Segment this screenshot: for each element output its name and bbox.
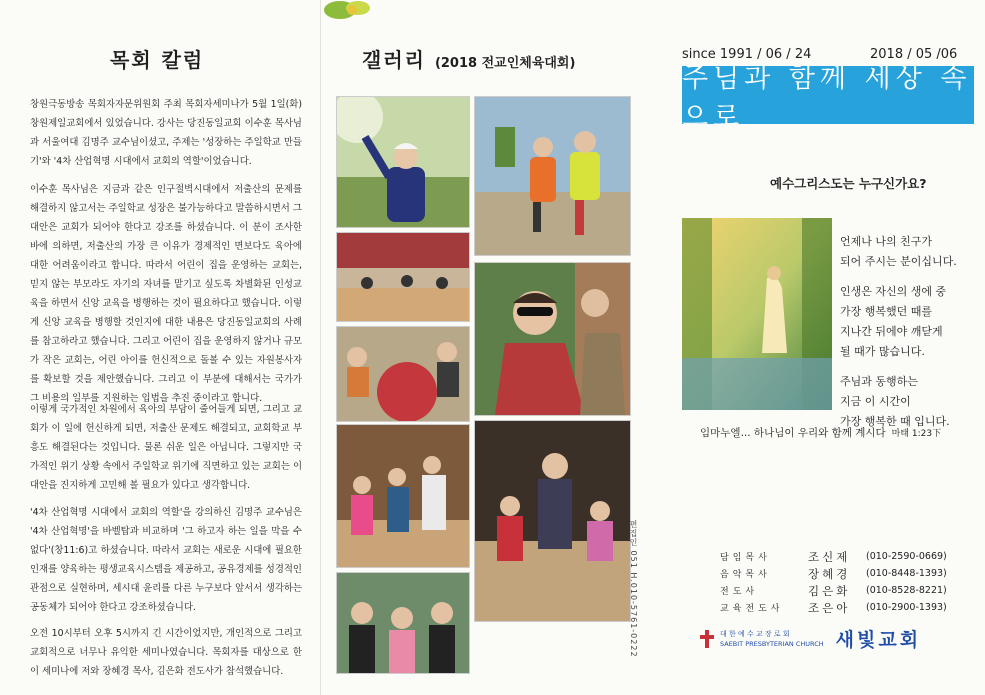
- staff-phone: (010-2590-0669): [866, 551, 947, 562]
- staff-role: 음악목사: [720, 570, 771, 580]
- verse-text: 임마누엘... 하나님이 우리와 함께 계시다: [700, 427, 886, 439]
- editor-note: 편집인 051 H.010-5761-0222: [629, 520, 638, 658]
- church-denomination: [720, 629, 824, 649]
- quote-line: 지금 이 시간이: [840, 395, 911, 408]
- quote-text: [840, 232, 980, 432]
- church-name: 새빛교회: [835, 629, 922, 651]
- jesus-painting: [682, 218, 832, 410]
- ball-photo: [336, 326, 470, 422]
- since-date: since 1991 / 06 / 24: [682, 47, 812, 62]
- gym-photo: [336, 232, 470, 322]
- staff-name: 김은화: [808, 583, 851, 598]
- staff-phone: (010-8528-8221): [866, 585, 947, 596]
- staff-row: [720, 548, 980, 565]
- gallery-title: [362, 44, 575, 73]
- denomination-en: SAEBIT PRESBYTERIAN CHURCH: [720, 639, 824, 648]
- quote-line: [840, 362, 980, 372]
- cross-icon: [700, 630, 714, 648]
- cheer-photo: [336, 96, 470, 228]
- staff-row: [720, 582, 980, 599]
- quote-line: 언제나 나의 친구가: [840, 235, 933, 248]
- quote-line: 될 때가 많습니다.: [840, 345, 925, 358]
- sunglasses-photo: [474, 262, 631, 416]
- quote-line: 되어 주시는 분이십니다.: [840, 255, 957, 268]
- staff-row: [720, 565, 980, 582]
- gallery-subtitle: (2018 전교인체육대회): [434, 56, 576, 71]
- column-paragraph-1: 창원극동방송 목회자자문위원회 주최 목회자세미나가 5월 1일(화) 창원제일교회에서 있었습니다. 강사는 당진동일교회 이수훈 목사님과 서울여대 김명주 교수님이셨고, 주제는 '성장하는 주일학교 만들기'와 '4차 산업혁명 시대에서 교회의 역할'이었습니다.: [30, 99, 302, 167]
- staff-role: 담임목사: [720, 553, 771, 563]
- denomination-ko: 대 한 예 수 교 장 로 회: [720, 629, 790, 638]
- bulletin-sidebar: [660, 0, 985, 695]
- column-paragraph-3: 이렇게 국가적인 차원에서 육아의 부담이 줄어들게 되면, 그리고 교회가 이 일에 헌신하게 되면, 저출산 문제도 해결되고, 교회학교 부흥도 해결된다는 것입니다. 물론 쉬운 일은 아닙니다. 그렇지만 국가적인 위기 상황 속에서 주일학교 위기에 직면하고 있는 교회는 이 대안을 진지하게 고민해 볼 필요가 있다고 생각합니다.: [30, 404, 302, 491]
- quote-line: 주님과 동행하는: [840, 375, 918, 388]
- children-photo: [474, 420, 631, 622]
- staff-name: 장혜경: [808, 566, 851, 581]
- staff-role: 전도사: [720, 587, 759, 597]
- column-paragraph-5: 오전 10시부터 오후 5시까지 긴 시간이었지만, 개인적으로 그리고 교회적으로 너무나 유익한 세미나였습니다. 목회자를 대상으로 한 이 세미나에 저와 장혜경 목사, 김은화 전도사가 참석했습니다.: [30, 628, 302, 677]
- column-paragraph-2: 이수훈 목사님은 지금과 같은 인구절벽시대에서 저출산의 문제를 해결하지 않고서는 주일학교 성장은 불가능하다고 말씀하시면서 그 대안은 교회가 되어야 한다고 강조를 하셨습니다. 이 분이 조사한 바에 의하면, 저출산의 가장 큰 이유가 경제적인 면보다도 육아에 대한 어려움이라고 합니다. 따라서 어린이 집을 운영하는 교회는, 믿지 않는 부모라도 자기의 자녀를 맡기고 싶도록 차별화된 인성교육을 하면서 신앙 교육을 병행하는 것이 필요하다고 했습니다. 이렇게 신앙 교육을 병행할 것인지에 대한 내용은 당진동일교회의 사례를 참고하라고 했습니다. 그리고 어린이 집을 운영하지 않거나 규모가 작은 교회는, 어린 아이를 헌신적으로 돌볼 수 있는 자원봉사자를 확보할 것을 제안했습니다. 그리고 이 부분에 대해서는 국가가 그 비용의 일부를 지원하는 입법을 추진 중이라고 합니다.: [30, 184, 302, 404]
- pastor-column: [0, 0, 320, 695]
- staff-phone: (010-8448-1393): [866, 568, 947, 579]
- quote-line: 인생은 자신의 생에 중: [840, 285, 947, 298]
- quote-line: 가장 행복한 때 입니다.: [840, 415, 950, 428]
- crowd-photo: [336, 424, 470, 568]
- staff-name: 조은아: [808, 600, 851, 615]
- gallery-title-text: 갤러리: [362, 48, 426, 72]
- quote-line: 지나간 뒤에야 깨닫게: [840, 325, 943, 338]
- question-heading: 예수그리스도는 누구신가요?: [770, 176, 927, 191]
- column-paragraph-4: '4차 산업혁명 시대에서 교회의 역할'을 강의하신 김명주 교수님은 '4차 산업혁명'을 바벨탑과 비교하며 '그 하고자 하는 일을 막을 수 없다'(창11:6)고 하셨습니다. 따라서 교회는 새로운 시대에 필요한 인재를 양육하는 평생교육시스템을 제공하고, 공유경제를 성경적인 관점으로 실현하며, 세시대 윤리를 다른 누구보다 앞서서 생각하는 공동체가 되어야 한다고 강조하셨습니다.: [30, 507, 302, 613]
- staff-row: [720, 599, 980, 616]
- running-photo: [474, 96, 631, 256]
- staff-name: 조신제: [808, 549, 851, 564]
- column-title: 목회 칼럼: [110, 48, 205, 72]
- bible-verse: [700, 425, 941, 440]
- quote-line: [840, 272, 980, 282]
- staff-list: [720, 548, 980, 616]
- staff-role: 교육전도사: [720, 604, 784, 614]
- church-footer: [700, 625, 921, 652]
- group-photo: [336, 572, 470, 674]
- issue-date: 2018 / 05 /06: [870, 47, 958, 62]
- motto-banner: 주님과 함께 세상 속으로: [682, 66, 974, 124]
- staff-phone: (010-2900-1393): [866, 602, 947, 613]
- verse-reference: 마태 1:23下: [891, 429, 942, 439]
- page-fold: [320, 0, 321, 695]
- quote-line: 가장 행복했던 때를: [840, 305, 933, 318]
